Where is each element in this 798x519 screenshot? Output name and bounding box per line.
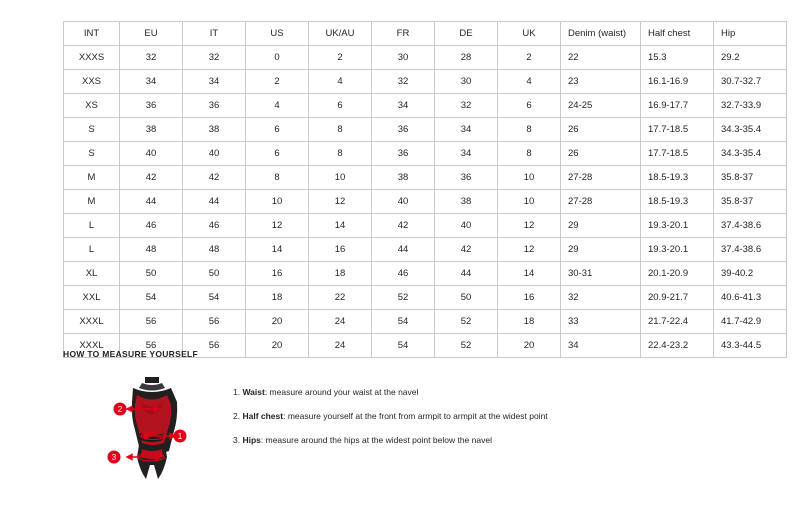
cell-eu: 38 xyxy=(120,118,183,142)
cell-hip: 34.3-35.4 xyxy=(714,118,787,142)
cell-int: S xyxy=(64,142,120,166)
column-header-hip: Hip xyxy=(714,22,787,46)
table-row xyxy=(64,214,787,238)
cell-eu: 44 xyxy=(120,190,183,214)
cell-uk: 20 xyxy=(498,334,561,358)
cell-fr: 44 xyxy=(372,238,435,262)
cell-de: 28 xyxy=(435,46,498,70)
cell-denim: 32 xyxy=(561,286,641,310)
column-header-int: INT xyxy=(64,22,120,46)
table-row xyxy=(64,190,787,214)
cell-us: 12 xyxy=(246,214,309,238)
cell-ukau: 14 xyxy=(309,214,372,238)
svg-text:2: 2 xyxy=(117,405,123,414)
marker-1 xyxy=(174,430,187,443)
cell-eu: 46 xyxy=(120,214,183,238)
cell-fr: 54 xyxy=(372,334,435,358)
table-row xyxy=(64,70,787,94)
cell-int: XS xyxy=(64,94,120,118)
step-number: 2. xyxy=(233,411,241,421)
cell-hip: 29.2 xyxy=(714,46,787,70)
cell-ukau: 12 xyxy=(309,190,372,214)
cell-ukau: 4 xyxy=(309,70,372,94)
cell-half-chest: 22.4-23.2 xyxy=(641,334,714,358)
size-table-container xyxy=(63,21,762,358)
cell-de: 44 xyxy=(435,262,498,286)
how-to-measure-body xyxy=(63,373,763,503)
cell-de: 52 xyxy=(435,310,498,334)
cell-ukau: 16 xyxy=(309,238,372,262)
cell-uk: 10 xyxy=(498,166,561,190)
cell-int: M xyxy=(64,166,120,190)
cell-denim: 33 xyxy=(561,310,641,334)
cell-half-chest: 20.1-20.9 xyxy=(641,262,714,286)
svg-text:1: 1 xyxy=(177,432,183,441)
cell-us: 14 xyxy=(246,238,309,262)
column-header-us: US xyxy=(246,22,309,46)
cell-ukau: 24 xyxy=(309,310,372,334)
cell-de: 30 xyxy=(435,70,498,94)
cell-ukau: 18 xyxy=(309,262,372,286)
table-body xyxy=(64,46,787,358)
cell-us: 10 xyxy=(246,190,309,214)
cell-denim: 27-28 xyxy=(561,190,641,214)
step-text: : measure around the hips at the widest point below the navel xyxy=(260,435,492,445)
cell-fr: 38 xyxy=(372,166,435,190)
cell-us: 18 xyxy=(246,286,309,310)
cell-us: 6 xyxy=(246,142,309,166)
cell-fr: 32 xyxy=(372,70,435,94)
cell-eu: 34 xyxy=(120,70,183,94)
column-header-uk: UK xyxy=(498,22,561,46)
cell-hip: 32.7-33.9 xyxy=(714,94,787,118)
cell-denim: 26 xyxy=(561,142,641,166)
marker-3 xyxy=(108,451,121,464)
cell-fr: 52 xyxy=(372,286,435,310)
cell-half-chest: 17.7-18.5 xyxy=(641,118,714,142)
step-waist xyxy=(233,387,753,398)
cell-de: 32 xyxy=(435,94,498,118)
column-header-half-chest: Half chest xyxy=(641,22,714,46)
cell-it: 46 xyxy=(183,214,246,238)
cell-us: 2 xyxy=(246,70,309,94)
column-header-denim-waist: Denim (waist) xyxy=(561,22,641,46)
step-term: Hips xyxy=(242,435,261,445)
cell-hip: 30.7-32.7 xyxy=(714,70,787,94)
cell-hip: 41.7-42.9 xyxy=(714,310,787,334)
cell-hip: 35.8-37 xyxy=(714,190,787,214)
cell-us: 20 xyxy=(246,310,309,334)
cell-half-chest: 17.7-18.5 xyxy=(641,142,714,166)
cell-uk: 12 xyxy=(498,214,561,238)
cell-de: 52 xyxy=(435,334,498,358)
cell-fr: 42 xyxy=(372,214,435,238)
cell-half-chest: 16.9-17.7 xyxy=(641,94,714,118)
marker-2 xyxy=(114,403,127,416)
cell-half-chest: 18.5-19.3 xyxy=(641,190,714,214)
cell-fr: 34 xyxy=(372,94,435,118)
cell-hip: 40.6-41.3 xyxy=(714,286,787,310)
cell-uk: 8 xyxy=(498,142,561,166)
cell-half-chest: 19.3-20.1 xyxy=(641,214,714,238)
cell-it: 32 xyxy=(183,46,246,70)
cell-int: M xyxy=(64,190,120,214)
cell-de: 34 xyxy=(435,142,498,166)
cell-us: 8 xyxy=(246,166,309,190)
cell-half-chest: 18.5-19.3 xyxy=(641,166,714,190)
table-row xyxy=(64,286,787,310)
cell-denim: 24-25 xyxy=(561,94,641,118)
step-hips xyxy=(233,435,753,446)
cell-uk: 16 xyxy=(498,286,561,310)
cell-fr: 54 xyxy=(372,310,435,334)
cell-de: 50 xyxy=(435,286,498,310)
table-row xyxy=(64,166,787,190)
cell-hip: 43.3-44.5 xyxy=(714,334,787,358)
cell-int: XXXS xyxy=(64,46,120,70)
cell-it: 50 xyxy=(183,262,246,286)
column-header-de: DE xyxy=(435,22,498,46)
cell-hip: 35.8-37 xyxy=(714,166,787,190)
cell-de: 40 xyxy=(435,214,498,238)
table-row xyxy=(64,94,787,118)
cell-de: 34 xyxy=(435,118,498,142)
size-conversion-table xyxy=(63,21,787,358)
table-row xyxy=(64,46,787,70)
cell-eu: 48 xyxy=(120,238,183,262)
cell-eu: 32 xyxy=(120,46,183,70)
cell-ukau: 8 xyxy=(309,142,372,166)
cell-half-chest: 21.7-22.4 xyxy=(641,310,714,334)
cell-eu: 42 xyxy=(120,166,183,190)
column-header-eu: EU xyxy=(120,22,183,46)
cell-int: XXXL xyxy=(64,310,120,334)
cell-uk: 6 xyxy=(498,94,561,118)
cell-uk: 8 xyxy=(498,118,561,142)
cell-uk: 4 xyxy=(498,70,561,94)
cell-int: XXS xyxy=(64,70,120,94)
table-row xyxy=(64,238,787,262)
cell-it: 38 xyxy=(183,118,246,142)
cell-ukau: 10 xyxy=(309,166,372,190)
cell-de: 36 xyxy=(435,166,498,190)
cell-denim: 26 xyxy=(561,118,641,142)
table-row xyxy=(64,310,787,334)
cell-int: S xyxy=(64,118,120,142)
step-text: : measure around your waist at the navel xyxy=(264,387,419,397)
cell-it: 40 xyxy=(183,142,246,166)
cell-denim: 30-31 xyxy=(561,262,641,286)
cell-us: 0 xyxy=(246,46,309,70)
cell-ukau: 8 xyxy=(309,118,372,142)
cell-it: 34 xyxy=(183,70,246,94)
column-header-it: IT xyxy=(183,22,246,46)
table-row xyxy=(64,142,787,166)
step-number: 3. xyxy=(233,435,241,445)
cell-eu: 40 xyxy=(120,142,183,166)
cell-ukau: 2 xyxy=(309,46,372,70)
cell-eu: 50 xyxy=(120,262,183,286)
cell-ukau: 24 xyxy=(309,334,372,358)
cell-hip: 34.3-35.4 xyxy=(714,142,787,166)
cell-ukau: 6 xyxy=(309,94,372,118)
cell-half-chest: 19.3-20.1 xyxy=(641,238,714,262)
cell-uk: 10 xyxy=(498,190,561,214)
table-row xyxy=(64,262,787,286)
cell-us: 6 xyxy=(246,118,309,142)
cell-int: XXXL xyxy=(64,334,120,358)
svg-text:3: 3 xyxy=(111,453,117,462)
cell-int: XXL xyxy=(64,286,120,310)
cell-denim: 22 xyxy=(561,46,641,70)
cell-denim: 29 xyxy=(561,238,641,262)
how-to-measure-title: HOW TO MEASURE YOURSELF xyxy=(63,349,199,359)
cell-eu: 56 xyxy=(120,310,183,334)
cell-hip: 39-40.2 xyxy=(714,262,787,286)
cell-fr: 36 xyxy=(372,118,435,142)
cell-fr: 36 xyxy=(372,142,435,166)
cell-hip: 37.4-38.6 xyxy=(714,214,787,238)
cell-int: XL xyxy=(64,262,120,286)
cell-int: L xyxy=(64,214,120,238)
step-number: 1. xyxy=(233,387,241,397)
cell-eu: 36 xyxy=(120,94,183,118)
cell-it: 36 xyxy=(183,94,246,118)
cell-int: L xyxy=(64,238,120,262)
table-header-row xyxy=(64,22,787,46)
step-term: Waist xyxy=(242,387,265,397)
cell-fr: 30 xyxy=(372,46,435,70)
cell-denim: 34 xyxy=(561,334,641,358)
cell-it: 54 xyxy=(183,286,246,310)
cell-de: 38 xyxy=(435,190,498,214)
column-header-ukau: UK/AU xyxy=(309,22,372,46)
table-row xyxy=(64,118,787,142)
mannequin-measurement-diagram xyxy=(87,373,217,503)
cell-it: 56 xyxy=(183,310,246,334)
cell-uk: 2 xyxy=(498,46,561,70)
cell-half-chest: 15.3 xyxy=(641,46,714,70)
cell-it: 48 xyxy=(183,238,246,262)
step-text: : measure yourself at the front from armpit to armpit at the widest point xyxy=(283,411,548,421)
cell-de: 42 xyxy=(435,238,498,262)
cell-eu: 54 xyxy=(120,286,183,310)
measurement-steps xyxy=(233,387,753,459)
cell-us: 20 xyxy=(246,334,309,358)
cell-it: 42 xyxy=(183,166,246,190)
cell-denim: 27-28 xyxy=(561,166,641,190)
cell-eu: 56 xyxy=(120,334,183,358)
cell-uk: 14 xyxy=(498,262,561,286)
cell-half-chest: 16.1-16.9 xyxy=(641,70,714,94)
cell-fr: 46 xyxy=(372,262,435,286)
cell-uk: 18 xyxy=(498,310,561,334)
cell-us: 16 xyxy=(246,262,309,286)
cell-denim: 23 xyxy=(561,70,641,94)
cell-it: 56 xyxy=(183,334,246,358)
cell-ukau: 22 xyxy=(309,286,372,310)
cell-it: 44 xyxy=(183,190,246,214)
step-term: Half chest xyxy=(242,411,284,421)
cell-uk: 12 xyxy=(498,238,561,262)
column-header-fr: FR xyxy=(372,22,435,46)
step-half-chest xyxy=(233,411,753,422)
how-to-measure-section xyxy=(63,349,763,503)
cell-hip: 37.4-38.6 xyxy=(714,238,787,262)
cell-denim: 29 xyxy=(561,214,641,238)
cell-fr: 40 xyxy=(372,190,435,214)
cell-half-chest: 20.9-21.7 xyxy=(641,286,714,310)
cell-us: 4 xyxy=(246,94,309,118)
